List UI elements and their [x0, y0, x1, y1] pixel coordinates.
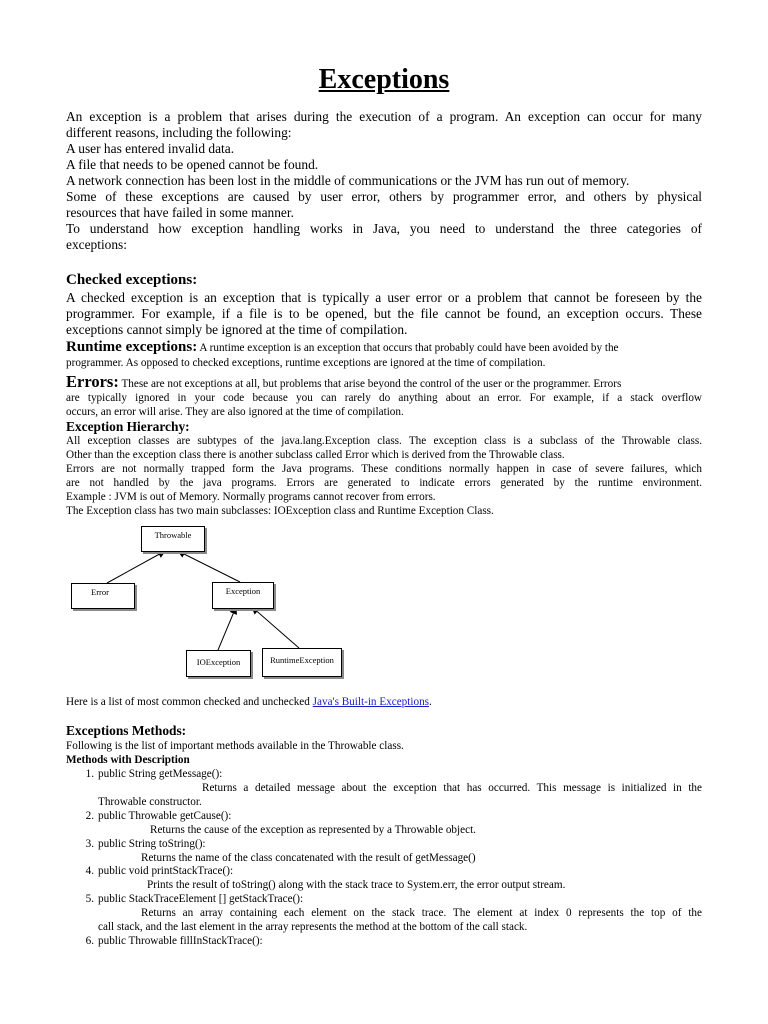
- errors-line-1: These are not exceptions at all, but problems that arise beyond the control of the user or the programmer. Errors: [118, 378, 622, 390]
- throwable-node: Throwable: [141, 526, 205, 552]
- runtime-heading: Runtime exceptions:: [66, 339, 198, 355]
- error-node: Error: [71, 583, 135, 609]
- runtime-line-1: A runtime exception is an exception that occurs that probably could have been avoided by the: [197, 342, 619, 354]
- method-4-desc-1: Prints the result of toString() along with the stack trace to System.err, the error output stream.: [147, 879, 566, 891]
- methods-subheading: Methods with Description: [66, 754, 190, 766]
- method-4-sig: public void printStackTrace():: [98, 865, 234, 877]
- hierarchy-line-5: Example : JVM is out of Memory. Normally programs cannot recover from errors.: [66, 491, 436, 503]
- method-3-desc-1: Returns the name of the class concatenated with the result of getMessage(): [141, 852, 476, 864]
- arrow-exception-to-throwable: [178, 551, 240, 582]
- checked-line-3: exceptions cannot simply be ignored at the time of compilation.: [66, 322, 408, 337]
- method-2-sig: public Throwable getCause():: [98, 810, 232, 822]
- method-6-number: 6.: [85, 935, 94, 947]
- intro-line-2: different reasons, including the following:: [66, 125, 292, 140]
- method-5-sig: public StackTraceElement [] getStackTrace():: [98, 893, 304, 905]
- errors-line-3: occurs, an error will arise. They are also ignored at the time of compilation.: [66, 406, 404, 418]
- method-2-signature: [64, 809, 700, 823]
- hierarchy-line-3: Errors are not normally trapped form the Java programs. These conditions normally happen in case of severe failures, which: [66, 463, 702, 475]
- intro-line-1: An exception is a problem that arises during the execution of a program. An exception can occur for many: [66, 109, 702, 124]
- checked-heading: Checked exceptions:: [66, 272, 198, 288]
- builtin-list-sentence: [66, 695, 702, 709]
- methods-intro: Following is the list of important methods available in the Throwable class.: [66, 740, 404, 752]
- builtin-exceptions-link[interactable]: Java's Built-in Exceptions: [312, 696, 430, 708]
- method-5-desc-1: Returns an array containing each element on the stack trace. The element at index 0 represents the top of the: [141, 907, 702, 919]
- checked-line-2: programmer. For example, if a file is to be opened, but the file cannot be found, an exception occurs. These: [66, 306, 702, 321]
- method-6-signature: [64, 934, 700, 948]
- hierarchy-line-2: Other than the exception class there is another subclass called Error which is derived from the Throwable class.: [66, 449, 565, 461]
- ioexception-node: IOException: [186, 650, 251, 677]
- method-4-number: 4.: [85, 865, 94, 877]
- method-5-signature: [64, 892, 700, 906]
- arrow-error-to-throwable: [107, 551, 165, 583]
- page-title: Exceptions: [318, 64, 450, 95]
- method-3-sig: public String toString():: [98, 838, 206, 850]
- intro-line-6: Some of these exceptions are caused by user error, others by programmer error, and others by physical: [66, 189, 702, 204]
- intro-line-7: resources that have failed in some manner.: [66, 205, 294, 220]
- methods-heading: Exceptions Methods:: [66, 723, 187, 738]
- builtin-list-text: Here is a list of most common checked and unchecked: [66, 696, 313, 708]
- method-3-number: 3.: [85, 838, 94, 850]
- method-1-sig: public String getMessage():: [98, 768, 223, 780]
- intro-line-5: A network connection has been lost in the middle of communications or the JVM has run out of memory.: [66, 173, 630, 188]
- arrow-ioexception-to-exception: [218, 607, 236, 650]
- checked-line-1: A checked exception is an exception that is typically a user error or a problem that cannot be foreseen by the: [66, 290, 702, 305]
- method-4-signature: [64, 864, 700, 878]
- intro-line-4: A file that needs to be opened cannot be found.: [66, 157, 319, 172]
- builtin-list-period: .: [429, 696, 432, 708]
- runtimeexception-node: RuntimeException: [262, 648, 342, 677]
- hierarchy-line-1: All exception classes are subtypes of the java.lang.Exception class. The exception class is a subclass of the Throwable class.: [66, 435, 702, 447]
- method-2-number: 2.: [85, 810, 94, 822]
- method-1-number: 1.: [85, 768, 94, 780]
- method-3-signature: [64, 837, 700, 851]
- method-1-signature: [64, 767, 700, 781]
- method-2-desc-1: Returns the cause of the exception as represented by a Throwable object.: [150, 824, 476, 836]
- intro-line-3: A user has entered invalid data.: [66, 141, 235, 156]
- method-1-desc-2: Throwable constructor.: [98, 796, 202, 808]
- intro-line-9: exceptions:: [66, 237, 127, 252]
- intro-line-8: To understand how exception handling works in Java, you need to understand the three categories of: [66, 221, 702, 236]
- exception-node: Exception: [212, 582, 274, 609]
- hierarchy-line-6: The Exception class has two main subclasses: IOException class and Runtime Exception Class.: [66, 505, 494, 517]
- method-6-sig: public Throwable fillInStackTrace():: [98, 935, 263, 947]
- errors-heading: Errors:: [66, 372, 119, 391]
- method-5-number: 5.: [85, 893, 94, 905]
- hierarchy-line-4: are not handled by the java programs. Errors are generated to indicate errors generated by the runtime environment.: [66, 477, 702, 489]
- arrow-runtime-to-exception: [252, 607, 299, 648]
- hierarchy-heading: Exception Hierarchy:: [66, 419, 190, 434]
- method-1-desc-1: Returns a detailed message about the exception that has occurred. This message is initialized in the: [202, 782, 702, 794]
- runtime-line-2: programmer. As opposed to checked exceptions, runtime exceptions are ignored at the time of compilation.: [66, 357, 546, 369]
- method-5-desc-2: call stack, and the last element in the array represents the method at the bottom of the call stack.: [98, 921, 528, 933]
- errors-line-2: are typically ignored in your code because you can rarely do anything about an error. For example, if a stack overflow: [66, 392, 702, 404]
